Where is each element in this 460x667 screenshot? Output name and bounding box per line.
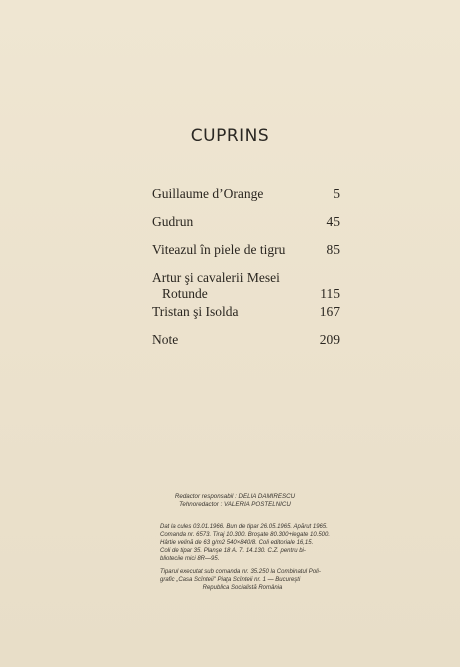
toc-entry (152, 242, 340, 270)
printer-info (160, 568, 325, 592)
toc-entry-title-line1: Artur şi cavalerii Mesei (152, 270, 280, 285)
page-title: CUPRINS (190, 126, 270, 146)
toc-entry-title: Guillaume d’Orange (152, 186, 264, 201)
toc-entry-page: 115 (320, 286, 340, 301)
toc-entry-title: Note (152, 332, 179, 347)
print-info (160, 523, 331, 563)
toc-entry (152, 304, 340, 332)
toc-entry-title-line2: Rotunde (162, 286, 208, 301)
toc-entry (152, 214, 340, 242)
tech-editor-credit: Tehnoredactor : VALERIA POSTELNICU (179, 501, 291, 508)
print-info-line: Coli de tipar 35. Planşe 18 A. 7. 14.130. C.Z. pentru bi- (160, 548, 306, 554)
toc-entry-page: 45 (326, 214, 340, 229)
editor-credit: Redactor responsabil : DELIA DAMIRESCU (174, 493, 296, 500)
toc-entry-title: Tristan şi Isolda (152, 304, 239, 319)
toc-entry-title (152, 270, 340, 302)
toc-entry-page: 167 (319, 304, 340, 319)
toc-entry-page: 209 (319, 332, 340, 347)
toc-entry-page: 85 (326, 242, 340, 257)
print-info-line: Dat la cules 03.01.1966. Bun de tipar 26.05.1965. Apărut 1965. (160, 524, 328, 530)
credits (160, 493, 310, 509)
toc-entry (152, 332, 340, 360)
toc-entry-page: 5 (333, 186, 340, 201)
toc-entry (152, 186, 340, 214)
print-info-line: blioteciie mici 8R—95. (160, 556, 220, 562)
toc-entry-title: Gudrun (152, 214, 194, 229)
toc-entry-title: Viteazul în piele de tigru (152, 242, 286, 257)
print-info-line: Hârtie velină de 63 g/m2 540×840/8. Coli editoriale 16,15. (160, 540, 314, 546)
printer-line: Tiparul executat sub comanda nr. 35.250 la Combinatul Poli- (160, 569, 321, 575)
table-of-contents (152, 186, 340, 360)
printer-line: Republica Socialistă România (202, 585, 283, 591)
print-info-line: Comanda nr. 6573. Tiraj 10.300. Broşate 80.300+legate 10.500. (160, 532, 331, 538)
toc-entry (152, 270, 340, 304)
printer-line: grafic „Casa Scînteii" Piaţa Scînteii nr. 1 — Bucureşti (160, 577, 301, 583)
